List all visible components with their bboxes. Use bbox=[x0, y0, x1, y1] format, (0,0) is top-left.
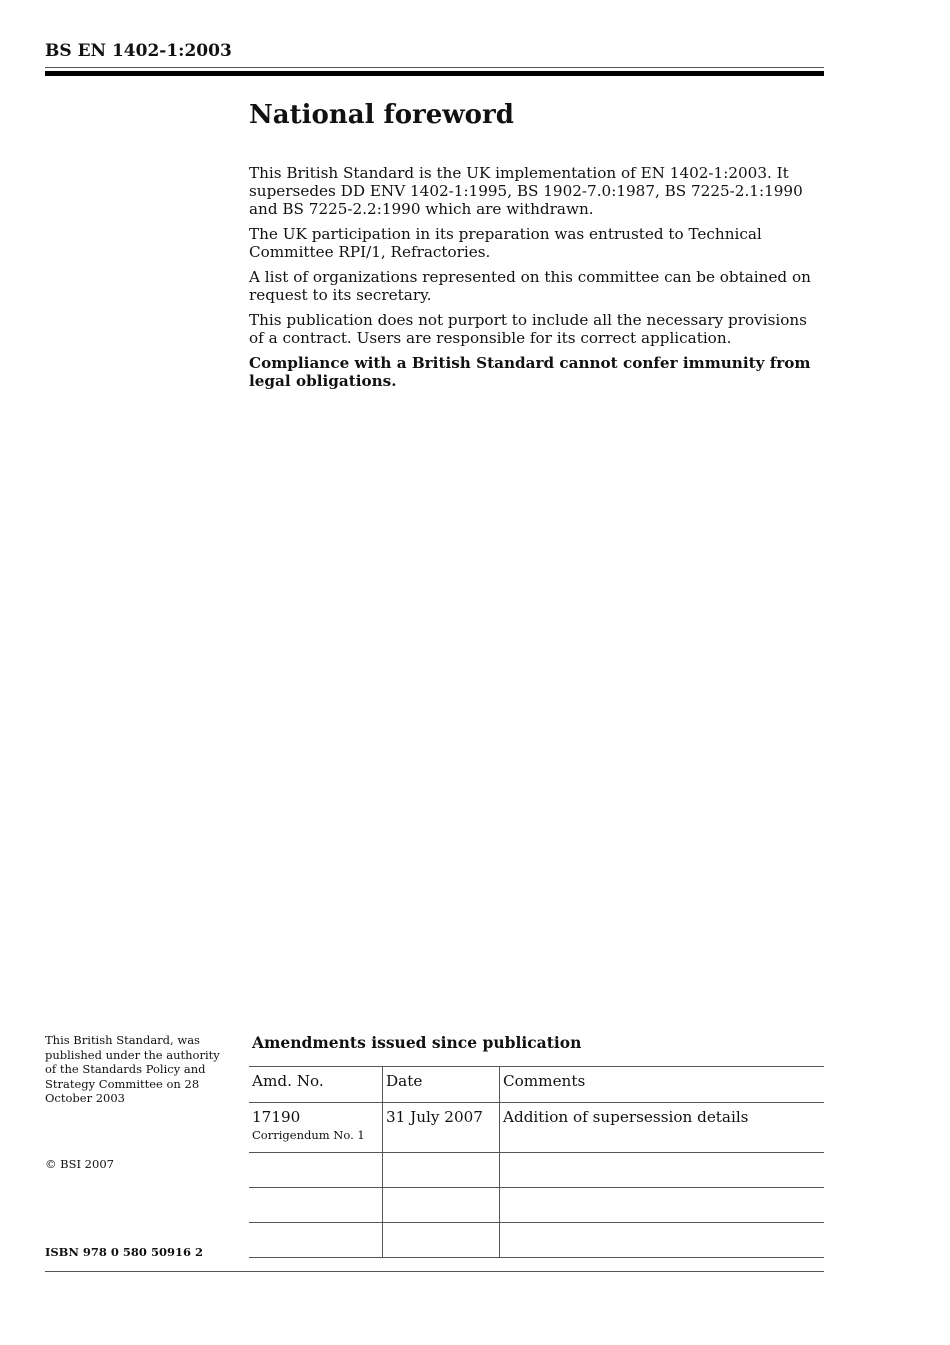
foreword-paragraph: This British Standard is the UK implementation of EN 1402-1:2003. It supersedes DD ENV 1402-1:1995, BS 1902-7.0:1987, BS 7225-2.1:1990 and BS 7225-2.2:1990 which are withdrawn. bbox=[249, 164, 803, 218]
footer-rule bbox=[45, 1271, 824, 1272]
table-row bbox=[249, 1153, 824, 1188]
empty-cell bbox=[383, 1153, 500, 1188]
empty-cell bbox=[383, 1188, 500, 1223]
table-row bbox=[249, 1103, 824, 1153]
table-header-row bbox=[249, 1067, 824, 1103]
copyright-notice: © BSI 2007 bbox=[45, 1157, 114, 1171]
amd-no: 17190 bbox=[252, 1108, 301, 1126]
empty-cell bbox=[249, 1153, 383, 1188]
empty-cell bbox=[500, 1153, 825, 1188]
foreword-paragraph: A list of organizations represented on this committee can be obtained on request to its secretary. bbox=[249, 268, 811, 304]
amd-subtitle: Corrigendum No. 1 bbox=[252, 1128, 365, 1142]
isbn: ISBN 978 0 580 50916 2 bbox=[45, 1245, 203, 1259]
header-rule-thin bbox=[45, 67, 824, 68]
page-title: National foreword bbox=[249, 100, 514, 130]
column-header-date: Date bbox=[383, 1067, 500, 1103]
empty-cell bbox=[249, 1188, 383, 1223]
foreword-paragraph: The UK participation in its preparation was entrusted to Technical Committee RPI/1, Refractories. bbox=[249, 225, 762, 261]
date-cell: 31 July 2007 bbox=[383, 1103, 500, 1153]
amd-no-cell bbox=[249, 1103, 383, 1153]
foreword-paragraph: This publication does not purport to include all the necessary provisions of a contract. Users are responsible for its correct application. bbox=[249, 311, 807, 347]
table-row bbox=[249, 1223, 824, 1258]
table-row bbox=[249, 1188, 824, 1223]
column-header-amd-no: Amd. No. bbox=[249, 1067, 383, 1103]
document-id: BS EN 1402-1:2003 bbox=[45, 41, 232, 61]
amendments-heading: Amendments issued since publication bbox=[252, 1033, 582, 1052]
publication-note: This British Standard, was published under the authority of the Standards Policy and Strategy Committee on 28 October 2003 bbox=[45, 1033, 220, 1105]
column-header-comments: Comments bbox=[500, 1067, 825, 1103]
comments-cell: Addition of supersession details bbox=[500, 1103, 825, 1153]
foreword-body bbox=[249, 164, 824, 397]
amendments-table bbox=[249, 1066, 824, 1258]
empty-cell bbox=[249, 1223, 383, 1258]
compliance-notice: Compliance with a British Standard cannot confer immunity from legal obligations. bbox=[249, 354, 811, 390]
empty-cell bbox=[383, 1223, 500, 1258]
empty-cell bbox=[500, 1223, 825, 1258]
empty-cell bbox=[500, 1188, 825, 1223]
header-rule-thick bbox=[45, 71, 824, 76]
